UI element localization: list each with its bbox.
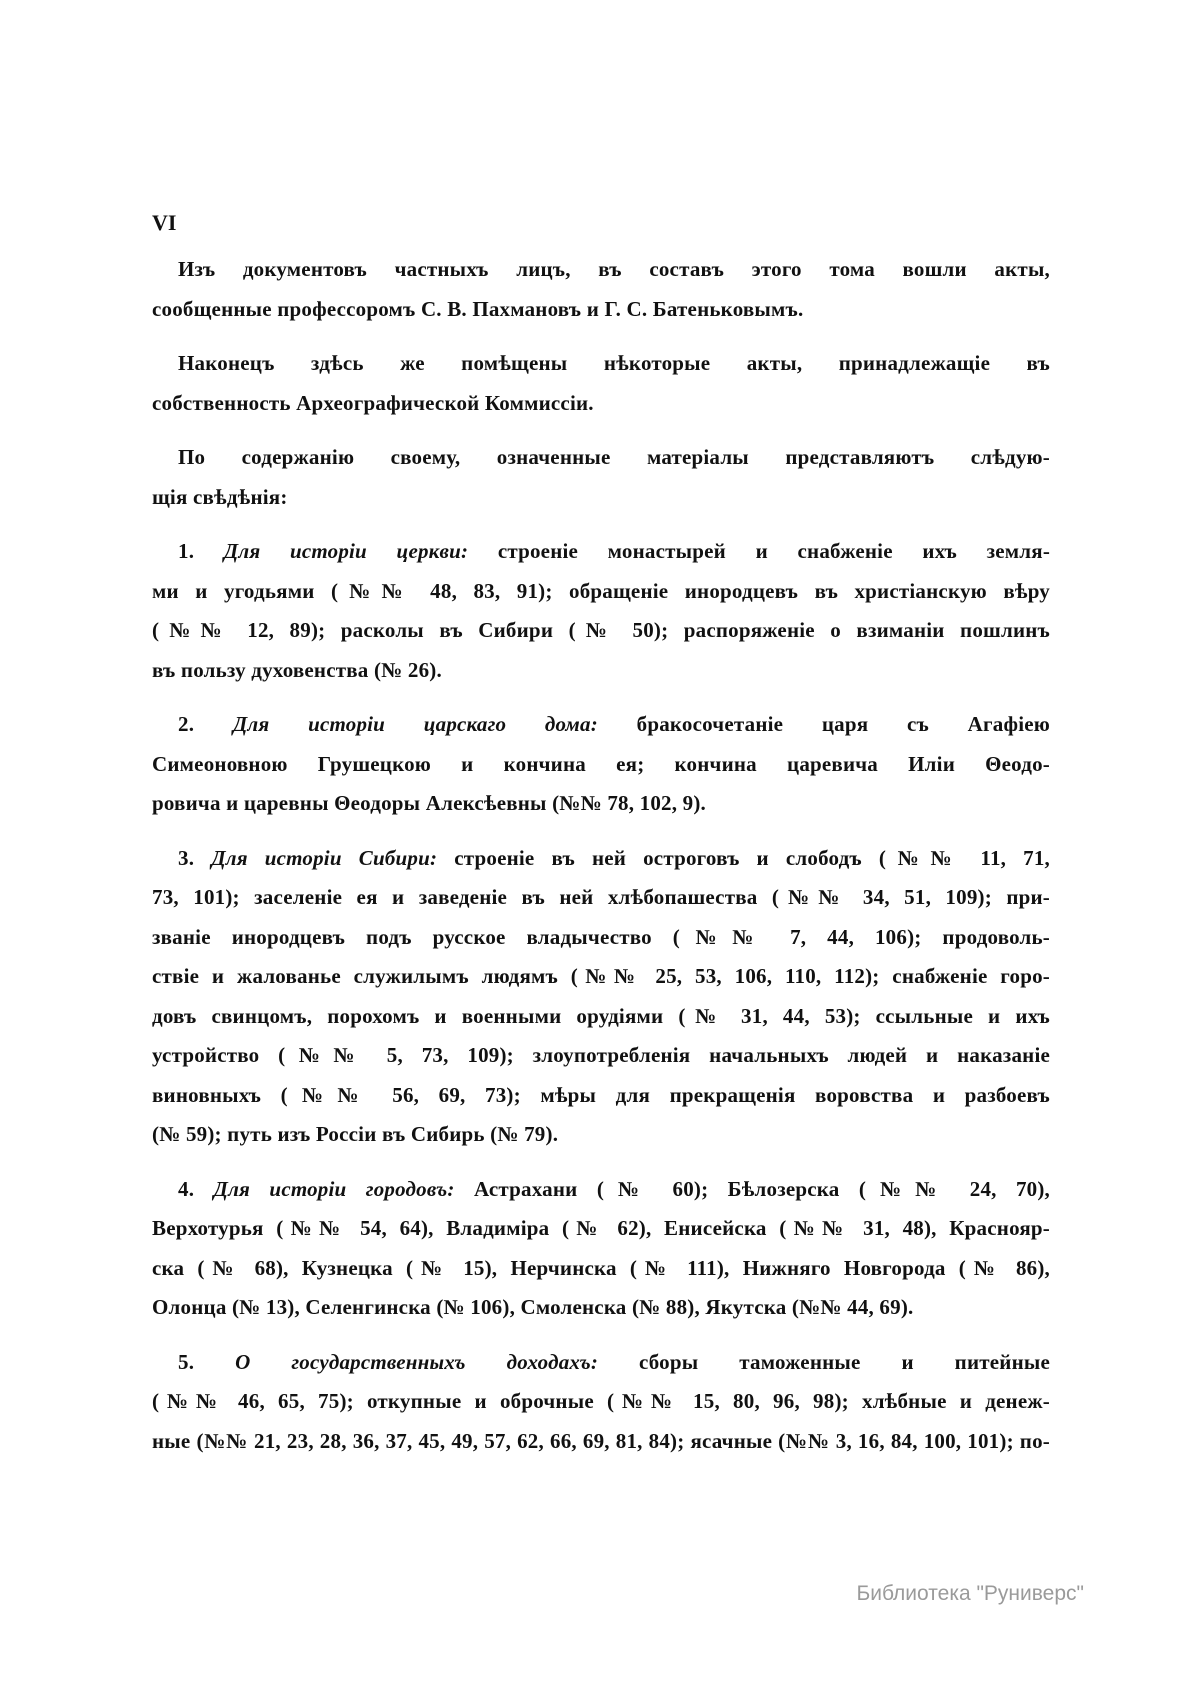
page-number: VI [152, 210, 177, 235]
line-text: Верхотурья (№№ 54, 64), Владиміра (№ 62), Енисейска (№№ 31, 48), Краснояр- [152, 1216, 1050, 1240]
text-line [152, 1343, 1050, 1383]
text-line [152, 1209, 1050, 1249]
paragraph [152, 532, 1050, 690]
paragraph [152, 1343, 1050, 1462]
section-number: 2. [178, 712, 195, 736]
line-text: сборы таможенные и питейные [638, 1349, 1051, 1374]
line-text: довъ свинцомъ, порохомъ и военными орудіями (№ 31, 44, 53); ссыльные и ихъ [152, 1003, 1050, 1028]
text-line [152, 1036, 1050, 1076]
line-text: По содержанію своему, означенные матеріалы представляютъ слѣдую- [178, 445, 1050, 469]
line-text: ные (№№ 21, 23, 28, 36, 37, 45, 49, 57, 62, 66, 69, 81, 84); ясачные (№№ 3, 16, 84, 100, 101); по- [152, 1428, 1050, 1453]
text-line [152, 957, 1050, 997]
section-number: 3. [178, 845, 195, 870]
line-text: Астрахани (№ 60); Бѣлозерска (№№ 24, 70), [474, 1176, 1051, 1201]
text-line [152, 532, 1050, 572]
line-text: Симеоновною Грушецкою и кончина ея; кончина царевича Иліи Θеодо- [152, 751, 1050, 776]
line-text: ска (№ 68), Кузнецка (№ 15), Нерчинска (№ 111), Нижняго Новгорода (№ 86), [152, 1255, 1050, 1280]
line-text: Наконецъ здѣсь же помѣщены нѣкоторые акты, принадлежащіе въ [178, 351, 1050, 375]
section-heading: Для исторіи городовъ: [213, 1176, 455, 1201]
text-line [152, 839, 1050, 879]
section-number: 5. [178, 1349, 195, 1374]
text-line [152, 784, 1050, 824]
line-text: строеніе монастырей и снабженіе ихъ земля- [497, 539, 1051, 563]
line-text: ровича и царевны Θеодоры Алексѣевны (№№ 78, 102, 9). [152, 791, 706, 815]
text-line [152, 438, 1050, 478]
text-line [152, 384, 1050, 424]
text-line [152, 611, 1050, 651]
text-line [152, 344, 1050, 384]
line-text: бракосочетаніе царя съ Агафіею [636, 712, 1051, 736]
section-number: 4. [178, 1176, 195, 1201]
text-line [152, 572, 1050, 612]
line-text: сообщенные профессоромъ С. В. Пахмановъ и Г. С. Батеньковымъ. [152, 296, 804, 321]
text-line [152, 1422, 1050, 1462]
paragraph [152, 344, 1050, 423]
text-line [152, 478, 1050, 518]
paragraph [152, 705, 1050, 824]
line-text: (№ 59); путь изъ Россіи въ Сибирь (№ 79). [152, 1122, 559, 1146]
line-text: ми и угодьями (№№ 48, 83, 91); обращеніе инородцевъ въ христіанскую вѣру [152, 578, 1050, 603]
text-line [152, 1170, 1050, 1210]
text-line [152, 997, 1050, 1037]
text-line [152, 878, 1050, 918]
text-line [152, 1076, 1050, 1116]
text-line [152, 1288, 1050, 1328]
paragraph [152, 250, 1050, 329]
line-text: виновныхъ (№№ 56, 69, 73); мѣры для прекращенія воровства и разбоевъ [152, 1082, 1050, 1107]
section-heading: Для исторіи царскаго дома: [232, 712, 598, 736]
library-watermark: Библиотека "Руниверс" [856, 1582, 1084, 1605]
line-text: 73, 101); заселеніе ея и заведеніе въ ней хлѣбопашества (№№ 34, 51, 109); при- [152, 885, 1050, 909]
line-text: устройство (№№ 5, 73, 109); злоупотребленія начальныхъ людей и наказаніе [152, 1043, 1050, 1067]
text-line [152, 651, 1050, 691]
section-heading: О государственныхъ доходахъ: [235, 1349, 599, 1374]
line-text: въ пользу духовенства (№ 26). [152, 657, 442, 682]
line-text: строеніе въ ней остроговъ и слободъ (№№ 11, 71, [454, 845, 1050, 870]
paragraph [152, 839, 1050, 1155]
section-heading: Для исторіи церкви: [223, 539, 469, 563]
text-line [152, 1115, 1050, 1155]
text-line [152, 745, 1050, 785]
line-text: (№№ 12, 89); расколы въ Сибири (№ 50); распоряженіе о взиманіи пошлинъ [152, 618, 1050, 642]
section-number: 1. [178, 539, 195, 563]
paragraph [152, 438, 1050, 517]
paragraph [152, 1170, 1050, 1328]
line-text: (№№ 46, 65, 75); откупные и оброчные (№№ 15, 80, 96, 98); хлѣбные и денеж- [152, 1389, 1050, 1413]
line-text: щія свѣдѣнія: [152, 484, 288, 509]
section-heading: Для исторіи Сибири: [211, 845, 438, 870]
line-text: собственность Археографической Коммиссіи. [152, 390, 594, 415]
document-body [152, 250, 1050, 1476]
line-text: званіе инородцевъ подъ русское владычество (№№ 7, 44, 106); продоволь- [152, 924, 1050, 949]
line-text: Олонца (№ 13), Селенгинска (№ 106), Смоленска (№ 88), Якутска (№№ 44, 69). [152, 1295, 914, 1319]
text-line [152, 1249, 1050, 1289]
text-line [152, 1382, 1050, 1422]
text-line [152, 290, 1050, 330]
line-text: ствіе и жалованье служилымъ людямъ (№№ 25, 53, 106, 110, 112); снабженіе горо- [152, 964, 1050, 988]
text-line [152, 918, 1050, 958]
text-line [152, 705, 1050, 745]
text-line [152, 250, 1050, 290]
line-text: Изъ документовъ частныхъ лицъ, въ составъ этого тома вошли акты, [178, 257, 1050, 281]
